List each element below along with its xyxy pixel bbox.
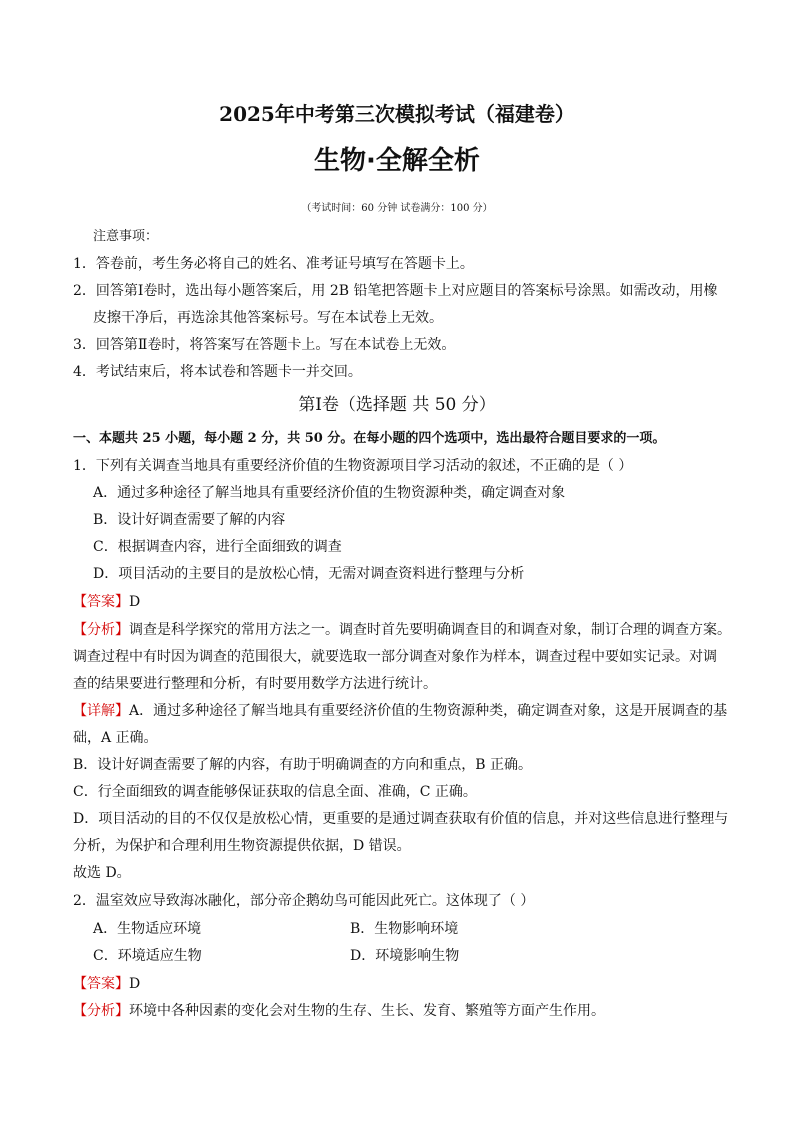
section-instruction: 一、本题共 25 小题，每小题 2 分，共 50 分。在每小题的四个选项中，选出最符合题目要求的一项。 — [73, 431, 666, 446]
question-option: B．生物影响环境 — [350, 921, 459, 937]
detail-text: B．设计好调查需要了解的内容，有助于明确调查的方向和重点，B 正确。 — [73, 757, 533, 773]
detail-text: 故选 D。 — [73, 865, 131, 881]
question-option: C．环境适应生物 — [93, 948, 202, 964]
section-title: 第Ⅰ卷（选择题 共 50 分） — [298, 395, 496, 415]
detail-text: A．通过多种途径了解当地具有重要经济价值的生物资源种类，确定调查对象，这是开展调查的基 — [129, 703, 728, 719]
analysis-line — [73, 621, 731, 639]
notice-item: 皮擦干净后，再选涂其他答案标号。写在本试卷上无效。 — [93, 310, 443, 326]
analysis-text: 调查是科学探究的常用方法之一。调查时首先要明确调查目的和调查对象，制订合理的调查方案。 — [129, 622, 731, 638]
detail-text: 础，A 正确。 — [73, 730, 158, 746]
question-option: A．通过多种途径了解当地具有重要经济价值的生物资源种类，确定调查对象 — [93, 485, 566, 501]
answer-value: D — [129, 976, 141, 992]
question-stem: 2．温室效应导致海冰融化，部分帝企鹅幼鸟可能因此死亡。这体现了（ ） — [73, 893, 535, 909]
answer-line — [73, 975, 140, 993]
notice-heading: 注意事项： — [93, 229, 159, 244]
notice-item: 1．答卷前，考生务必将自己的姓名、准考证号填写在答题卡上。 — [73, 256, 474, 272]
question-option: C．根据调查内容，进行全面细致的调查 — [93, 539, 342, 555]
page-subtitle: 生物·全解全析 — [314, 146, 480, 176]
question-option: D．项目活动的主要目的是放松心情，无需对调查资料进行整理与分析 — [93, 566, 525, 582]
answer-tag: 【答案】 — [73, 594, 129, 610]
analysis-line — [73, 1002, 605, 1020]
page-title: 2025年中考第三次模拟考试（福建卷） — [219, 102, 575, 126]
analysis-text: 环境中各种因素的变化会对生物的生存、生长、发育、繁殖等方面产生作用。 — [129, 1003, 605, 1019]
analysis-tag: 【分析】 — [73, 622, 129, 638]
detail-text: D．项目活动的目的不仅仅是放松心情，更重要的是通过调查获取有价值的信息，并对这些信息进行整理与 — [73, 811, 729, 827]
question-option: B．设计好调查需要了解的内容 — [93, 512, 286, 528]
analysis-text: 调查过程中有时因为调查的范围很大，就要选取一部分调查对象作为样本，调查过程中要如实记录。对调 — [73, 649, 717, 665]
detail-line — [73, 702, 727, 720]
answer-line — [73, 593, 140, 611]
question-stem: 1．下列有关调查当地具有重要经济价值的生物资源项目学习活动的叙述，不正确的是（ ） — [73, 458, 633, 474]
analysis-tag: 【分析】 — [73, 1003, 129, 1019]
answer-value: D — [129, 594, 141, 610]
notice-item: 4．考试结束后，将本试卷和答题卡一并交回。 — [73, 364, 362, 380]
notice-item: 3．回答第Ⅱ卷时，将答案写在答题卡上。写在本试卷上无效。 — [73, 337, 456, 353]
question-option: A．生物适应环境 — [93, 921, 202, 937]
detail-text: 分析，为保护和合理利用生物资源提供依据，D 错误。 — [73, 838, 411, 854]
detail-text: C．行全面细致的调查能够保证获取的信息全面、准确，C 正确。 — [73, 784, 477, 800]
answer-tag: 【答案】 — [73, 976, 129, 992]
exam-info: （考试时间：60 分钟 试卷满分：100 分） — [301, 203, 493, 214]
question-option: D．环境影响生物 — [350, 948, 460, 964]
notice-item: 2．回答第Ⅰ卷时，选出每小题答案后，用 2B 铅笔把答题卡上对应题目的答案标号涂黑。如需改动，用橡 — [73, 283, 718, 299]
detail-tag: 【详解】 — [73, 703, 129, 719]
analysis-text: 查的结果要进行整理和分析，有时要用数学方法进行统计。 — [73, 676, 437, 692]
